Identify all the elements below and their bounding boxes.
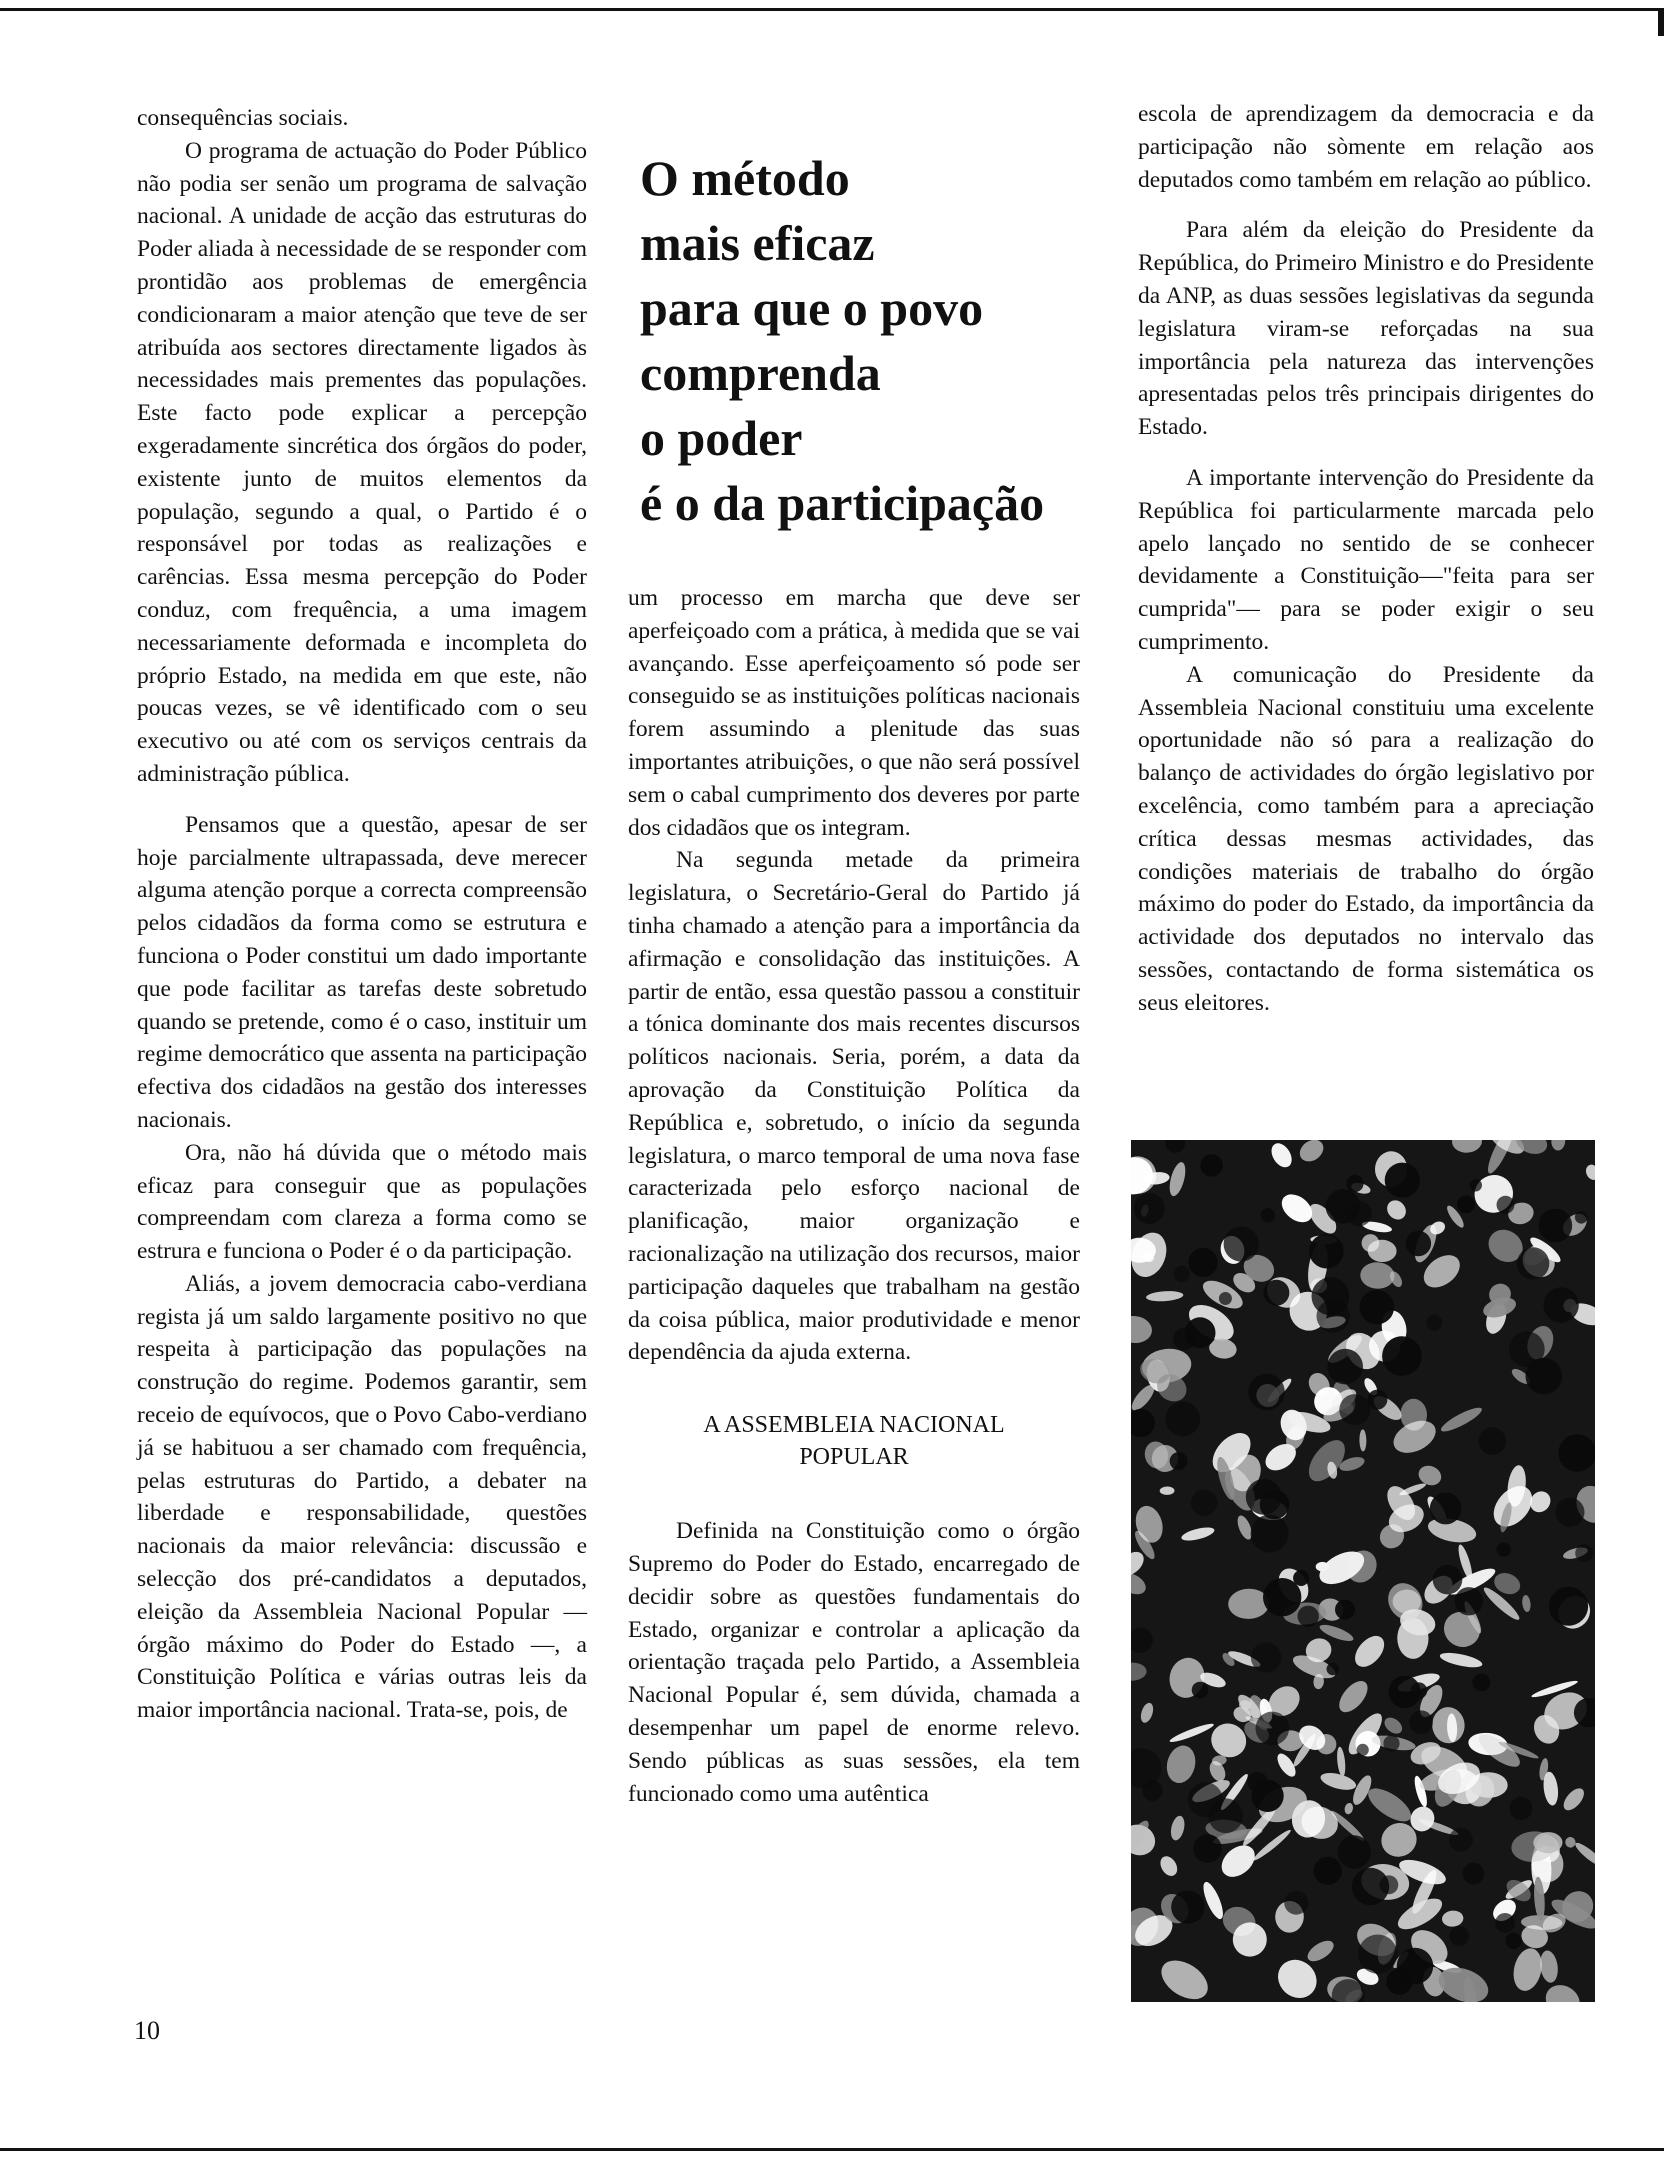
photo-texture-head (1298, 1606, 1319, 1627)
photo-texture-head (1470, 1179, 1482, 1191)
paragraph: Ora, não há dúvida que o método mais eficaz para conseguir que as populações compreendam com clareza a forma como se estrura e funciona o Poder é o da participação. (137, 1139, 587, 1265)
photo-texture-head (1575, 1211, 1588, 1224)
paragraph: Definida na Constituição como o órgão Supremo do Poder do Estado, encarregado de decidir sobre as questões fundamentais do Estado, organizar e controlar a aplicação da orientação traçada pelo Partido, a Assembleia Nacional Popular é, sem dúvida, chamada a desempenhar um papel de enorme relevo. Sendo públicas as suas sessões, ela tem funcionado como uma autêntica (628, 1518, 1080, 1807)
photo-texture-head (1200, 1154, 1223, 1177)
paragraph: A importante intervenção do Presidente da República foi particularmente marcada pelo apelo lançado no sentido de se conhecer devidamente a Constituição—"feita para ser cumprida"— para se poder exigir o seu cumprimento. (1138, 464, 1594, 655)
photo-texture-head (1251, 1642, 1281, 1672)
photo-texture-head (1352, 1868, 1389, 1905)
crowd-photo-graphic (1131, 1140, 1595, 2002)
photo-texture-head (1360, 1290, 1395, 1325)
headline-line: comprenda (640, 345, 881, 401)
photo-texture-head (1505, 1933, 1521, 1949)
photo-texture-head (1433, 1565, 1463, 1595)
photo-texture-head (1457, 1196, 1475, 1214)
photo-texture-head (1478, 1427, 1506, 1455)
crowd-photo (1131, 1140, 1595, 2002)
photo-texture-head (1142, 1780, 1163, 1801)
photo-texture-head (1449, 1926, 1469, 1946)
photo-texture-head (1357, 1744, 1369, 1756)
photo-texture-head (1339, 1394, 1370, 1425)
photo-texture-head (1558, 1434, 1595, 1472)
photo-texture-head (1575, 1544, 1593, 1562)
photo-texture-head (1327, 1663, 1339, 1675)
photo-texture-head (1208, 1798, 1243, 1833)
photo-texture-head (1543, 1287, 1578, 1322)
photo-texture-head (1256, 1712, 1290, 1746)
paragraph: consequências sociais. (137, 105, 349, 131)
photo-texture-head (1383, 1735, 1399, 1751)
bottom-rule (0, 2148, 1664, 2151)
photo-texture-head (1397, 1948, 1433, 1984)
photo-texture-head (1263, 1280, 1289, 1306)
column-2 (628, 582, 1080, 1810)
column-1 (137, 102, 587, 1727)
photo-texture-head (1335, 1600, 1355, 1620)
photo-texture-head (1509, 1331, 1545, 1367)
photo-texture-head (1338, 1835, 1371, 1868)
photo-texture-head (1406, 1231, 1431, 1256)
photo-texture-head (1495, 1913, 1515, 1933)
photo-texture-head (1497, 1542, 1511, 1556)
section-title-line: A ASSEMBLEIA NACIONAL (703, 1412, 1005, 1439)
photo-texture-head (1556, 1498, 1585, 1527)
photo-texture-head (1346, 1175, 1363, 1192)
column-3 (1138, 98, 1594, 1020)
photo-texture-head (1382, 1336, 1422, 1376)
photo-texture-head (1385, 1163, 1420, 1198)
photo-texture-head (1538, 1209, 1572, 1243)
photo-texture-head (1449, 1828, 1473, 1852)
paragraph: um processo em marcha que deve ser aperfeiçoado com a prática, à medida que se vai avançando. Esse aperfeiçoamento só pode ser conseguido se as instituições políticas nacionais forem assumindo a plenitude das suas importantes atribuições, o que não será possível sem o cabal cumprimento dos deveres por parte dos cidadãos que os integram. (628, 585, 1080, 841)
photo-texture-head (1261, 1208, 1275, 1222)
headline-line: mais eficaz (640, 215, 875, 271)
paragraph: escola de aprendizagem da democracia e da participação não sòmente em relação aos deputados como também em relação ao público. (1138, 101, 1594, 193)
photo-texture-head (1517, 1247, 1549, 1279)
photo-texture-head (1247, 1772, 1267, 1792)
photo-texture-head (1263, 1578, 1301, 1616)
photo-texture-head (1219, 1292, 1232, 1305)
section-title-line: POPULAR (799, 1444, 909, 1471)
photo-texture-head (1509, 1797, 1532, 1820)
photo-texture-head (1170, 1452, 1188, 1470)
photo-texture-head (1174, 1266, 1190, 1282)
paragraph: Para além da eleição do Presidente da República, do Primeiro Ministro e do Presidente da ANP, as duas sessões legislativas da segunda legislatura viram-se reforçadas na sua importância pela natureza das intervenções apresentadas pelos três principais dirigentes do Estado. (1138, 217, 1594, 441)
photo-texture-head (1409, 1710, 1433, 1734)
paragraph: O programa de actuação do Poder Público não podia ser senão um programa de salvação nacional. A unidade de acção das estruturas do Poder aliada à necessidade de se responder com prontidão aos problemas de emergência condicionaram a maior atenção que teve de ser atribuída aos sectores directamente ligados às necessidades mais prementes das populações. Este facto pode explicar a percepção exgeradamente sincrética dos órgãos do poder, existente junto de muitos elementos da população, segundo a qual, o Partido é o responsável por todas as realizações e carências. Essa mesma percepção do Poder conduz, com frequência, a uma imagem necessariamente deformada e incompleta do próprio Estado, na medida em que este, não poucas vezes, se vê identificado com o seu executivo ou até com os serviços centrais da administração pública. (137, 137, 587, 787)
photo-texture-head (1426, 1315, 1442, 1331)
photo-texture-head (1193, 1834, 1222, 1863)
photo-texture-head (1455, 1587, 1483, 1615)
photo-texture-head (1251, 1515, 1289, 1553)
photo-texture-head (1246, 1479, 1282, 1515)
photo-texture-head (1327, 1349, 1363, 1385)
photo-texture-head (1188, 1248, 1217, 1277)
photo-texture-head (1367, 1390, 1387, 1410)
headline (640, 146, 1100, 536)
photo-texture-head (1430, 1493, 1462, 1525)
photo-texture-head (1463, 1863, 1485, 1885)
photo-texture-head (1346, 1201, 1371, 1226)
photo-texture-head (1192, 1682, 1209, 1699)
paragraph: Na segunda metade da primeira legislatura, o Secretário-Geral do Partido já tinha chamado a atenção para a importância da afirmação e consolidação das instituições. A partir de então, essa questão passou a constituir a tónica dominante dos mais recentes discursos políticos nacionais. Seria, porém, a data da aprovação da Constituição Política da República e, sobretudo, o início da segunda legislatura, o marco temporal de uma nova fase caracterizada pelo esforço nacional de planificação, maior organização e racionalização na utilização dos recursos, maior participação daqueles que trabalham na gestão da coisa pública, maior produtividade e menor dependência da ajuda externa. (628, 847, 1080, 1366)
headline-line: é o da participação (640, 475, 1045, 531)
photo-texture-head (1309, 1234, 1344, 1269)
photo-texture-head (1317, 1299, 1350, 1332)
page-number: 10 (134, 2016, 160, 2045)
photo-texture-head (1284, 1891, 1308, 1915)
top-corner-mark (1658, 8, 1664, 36)
photo-texture-head (1248, 1374, 1284, 1410)
photo-texture-head (1134, 1193, 1165, 1224)
headline-line: para que o povo (640, 280, 984, 336)
photo-texture-head (1224, 1226, 1259, 1261)
photo-texture-head (1191, 1490, 1217, 1516)
photo-texture-head (1473, 1674, 1491, 1692)
photo-texture-head (1411, 1682, 1427, 1698)
top-rule (0, 8, 1664, 11)
photo-texture-head (1549, 1587, 1588, 1626)
paragraph: A comunicação do Presidente da Assembleia Nacional constituiu uma excelente oportunidade não só para a realização do balanço de actividades do órgão legislativo por excelência, como também para a apreciação crítica dessas mesmas actividades, das condições materiais de trabalho do órgão máximo do poder do Estado, da importância da actividade dos deputados no intervalo das sessões, contactando de forma sistemática os seus eleitores. (1138, 661, 1594, 1016)
photo-texture-head (1358, 1935, 1397, 1974)
photo-texture-head (1165, 1401, 1200, 1436)
headline-line: O método (640, 150, 850, 206)
photo-texture-head (1171, 1890, 1204, 1923)
paragraph: Aliás, a jovem democracia cabo-verdiana regista já um saldo largamente positivo no que respeita à participação das populações na construção do regime. Podemos garantir, sem receio de equívocos, que o Povo Cabo-verdiano já se habituou a ser chamado com frequência, pelas estruturas do Partido, a debater na liberdade e responsabilidade, questões nacionais da maior relevância: discussão e selecção dos pré-candidatos a deputados, eleição da Assembleia Nacional Popular — órgão máximo do Poder do Estado —, a Constituição Política e várias outras leis da maior importância nacional. Trata-se, pois, de (137, 1270, 587, 1724)
section-title (628, 1409, 1080, 1473)
headline-line: o poder (640, 410, 803, 466)
photo-texture-head (1314, 1857, 1342, 1885)
photo-texture-head (1173, 1328, 1195, 1350)
paragraph: Pensamos que a questão, apesar de ser hoje parcialmente ultrapassada, deve merecer alguma atenção porque a correcta compreensão pelos cidadãos da forma como se estrutura e funciona o Poder constitui um dado importante que pode facilitar as tarefas deste sobretudo quando se pretende, como é o caso, instituir um regime democrático que assenta na participação efectiva dos cidadãos na gestão dos interesses nacionais. (137, 811, 587, 1133)
photo-texture-head (1497, 1196, 1515, 1214)
